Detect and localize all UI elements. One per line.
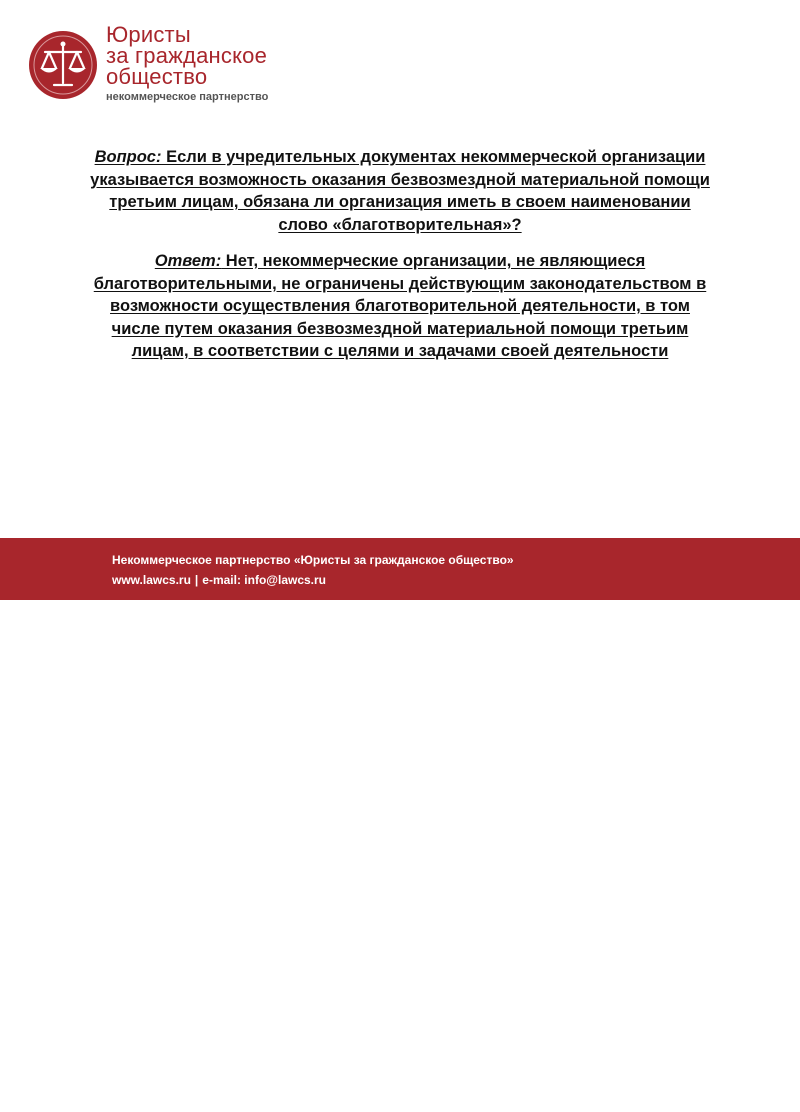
answer-paragraph <box>86 250 714 363</box>
footer-contacts <box>112 570 514 590</box>
question-text: Если в учредительных документах некоммерческой организации указывается возможность оказания безвозмездной материальной помощи третьим лицам, обязана ли организация иметь в своем наименовании слово «благотворительная»? <box>90 148 710 234</box>
presentation-icon <box>608 1081 638 1107</box>
footer-site-link[interactable]: www.lawcs.ru <box>112 573 191 587</box>
footer <box>0 538 800 1107</box>
scales-logo-icon <box>28 30 98 100</box>
brand <box>106 24 268 103</box>
brand-subtitle: некоммерческое партнерство <box>106 91 269 103</box>
watermark <box>608 1076 755 1112</box>
answer-label: Ответ: <box>154 252 222 270</box>
question-paragraph <box>86 146 714 236</box>
brand-line1: Юристы <box>106 22 191 47</box>
brand-line3: общество <box>106 64 208 89</box>
footer-text <box>112 550 514 590</box>
footer-email-link[interactable]: e-mail: info@lawcs.ru <box>202 573 327 587</box>
main-content <box>86 146 714 363</box>
watermark-text: MyShared <box>642 1080 756 1107</box>
answer-text: Нет, некоммерческие организации, не являющиеся благотворительными, не ограничены действующим законодательством в возможности осуществления благотворительной деятельности, в том числе путем оказания безвозмездной материальной помощи третьим лицам, в соответствии с целями и задачами своей деятельности <box>93 252 707 360</box>
footer-org: Некоммерческое партнерство «Юристы за гражданское общество» <box>112 553 514 567</box>
brand-line2: за гражданское <box>106 43 268 68</box>
question-label: Вопрос: <box>94 148 162 166</box>
footer-separator: | <box>194 573 199 587</box>
